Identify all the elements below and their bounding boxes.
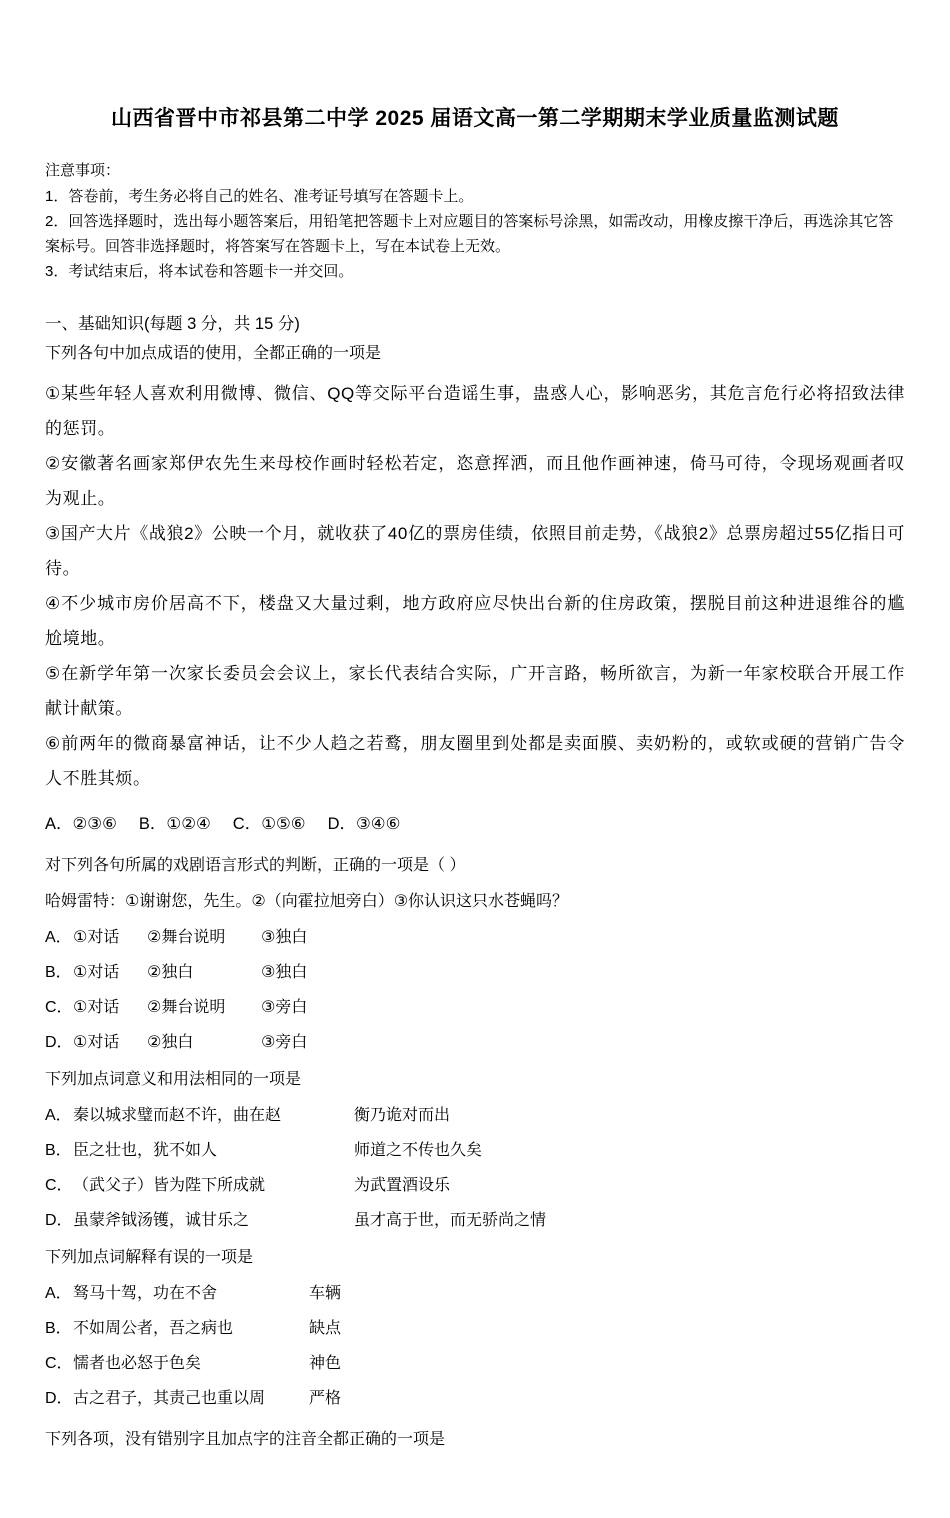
question-3-stem: 下列加点词意义和用法相同的一项是	[45, 1071, 302, 1089]
choice-b: B．①②④	[138, 815, 211, 834]
question-3-option-c	[45, 1174, 905, 1197]
option-label: C．	[45, 1177, 73, 1195]
option-col-2: ②独白	[147, 1034, 194, 1052]
option-left-text: 懦者也必怒于色矣	[73, 1355, 202, 1373]
question-1-items	[45, 376, 905, 796]
idiom-item-6: ⑥前两年的微商暴富神话，让不少人趋之若鹜，朋友圈里到处都是卖面膜、卖奶粉的，或软或硬的营销广告令人不胜其烦。	[45, 734, 905, 789]
option-label: A．	[45, 929, 72, 947]
option-col-3: ③旁白	[261, 999, 308, 1017]
notice-section	[45, 158, 905, 284]
question-2	[45, 854, 905, 1054]
option-right-text: 师道之不传也久矣	[354, 1142, 483, 1160]
idiom-item-1: ①某些年轻人喜欢利用微博、微信、QQ等交际平台造谣生事，蛊惑人心，影响恶劣，其危言危行必将招致法律的惩罚。	[45, 384, 905, 439]
option-left-text: 虽蒙斧钺汤镬，诚甘乐之	[73, 1212, 250, 1230]
option-col-2: ②独白	[147, 964, 194, 982]
question-1-stem: 下列各句中加点成语的使用，全都正确的一项是	[45, 345, 382, 363]
question-5-stem: 下列各项，没有错别字且加点字的注音全都正确的一项是	[45, 1431, 446, 1449]
question-3-option-b	[45, 1139, 905, 1162]
question-4-option-a	[45, 1282, 905, 1305]
option-left-text: 臣之壮也，犹不如人	[73, 1142, 218, 1160]
option-left-text: 秦以城求璧而赵不许，曲在赵	[73, 1107, 282, 1125]
choice-d: D．③④⑥	[327, 815, 401, 834]
question-4-stem: 下列加点词解释有误的一项是	[45, 1249, 254, 1267]
notice-item-1: 1．答卷前，考生务必将自己的姓名、准考证号填写在答题卡上。	[45, 188, 474, 206]
option-col-1: ①对话	[73, 1034, 120, 1052]
option-col-3: ③独白	[261, 964, 308, 982]
option-col-1: ①对话	[73, 964, 120, 982]
question-3-option-a	[45, 1104, 905, 1127]
idiom-item-3: ③国产大片《战狼2》公映一个月，就收获了40亿的票房佳绩，依照目前走势，《战狼2》总票房超过55亿指日可待。	[45, 524, 905, 579]
option-right-text: 虽才高于世，而无骄尚之情	[354, 1212, 547, 1230]
option-right-text: 为武置酒设乐	[354, 1177, 451, 1195]
option-label: B．	[45, 964, 72, 982]
option-label: C．	[45, 999, 73, 1017]
idiom-item-5: ⑤在新学年第一次家长委员会会议上，家长代表结合实际，广开言路，畅所欲言，为新一年家校联合开展工作献计献策。	[45, 664, 905, 719]
option-left-text: 古之君子，其责己也重以周	[73, 1390, 266, 1408]
option-left-text: （武父子）皆为陛下所成就	[73, 1177, 266, 1195]
option-left-text: 驽马十驾，功在不舍	[73, 1285, 218, 1303]
option-label: B．	[45, 1320, 72, 1338]
notice-item-3: 3．考试结束后，将本试卷和答题卡一并交回。	[45, 263, 354, 281]
option-gloss: 神色	[309, 1355, 342, 1373]
notice-heading: 注意事项：	[45, 162, 121, 180]
question-4-option-c	[45, 1352, 905, 1375]
notice-item-2: 2．回答选择题时，选出每小题答案后，用铅笔把答题卡上对应题目的答案标号涂黑，如需改动，用橡皮擦干净后，再选涂其它答案标号。回答非选择题时，将答案写在答题卡上，写在本试卷上无效。	[45, 213, 894, 256]
idiom-item-2: ②安徽著名画家郑伊农先生来母校作画时轻松若定，恣意挥洒，而且他作画神速，倚马可待，令现场观画者叹为观止。	[45, 454, 905, 509]
question-1-choices	[45, 812, 905, 836]
question-3-option-d	[45, 1209, 905, 1232]
question-4-option-b	[45, 1317, 905, 1340]
question-2-stem: 对下列各句所属的戏剧语言形式的判断，正确的一项是（ ）	[45, 857, 466, 875]
option-col-3: ③旁白	[261, 1034, 308, 1052]
option-label: C．	[45, 1355, 73, 1373]
choice-a: A．②③⑥	[45, 815, 117, 834]
question-5	[45, 1428, 905, 1452]
option-label: A．	[45, 1285, 72, 1303]
section-one-heading: 一、基础知识(每题 3 分，共 15 分)	[45, 315, 300, 334]
question-2-option-b	[45, 961, 905, 984]
option-col-3: ③独白	[261, 929, 308, 947]
option-label: D．	[45, 1034, 73, 1052]
question-2-context: 哈姆雷特：①谢谢您，先生。②（向霍拉旭旁白）③你认识这只水苍蝇吗？	[45, 893, 569, 911]
option-col-1: ①对话	[73, 929, 120, 947]
question-2-option-c	[45, 996, 905, 1019]
idiom-item-4: ④不少城市房价居高不下，楼盘又大量过剩，地方政府应尽快出台新的住房政策，摆脱目前这种进退维谷的尴尬境地。	[45, 594, 905, 649]
option-left-text: 不如周公者，吾之病也	[73, 1320, 234, 1338]
option-label: A．	[45, 1107, 72, 1125]
question-3	[45, 1068, 905, 1232]
option-label: D．	[45, 1212, 73, 1230]
option-gloss: 车辆	[309, 1285, 342, 1303]
option-gloss: 严格	[309, 1390, 342, 1408]
question-4-option-d	[45, 1387, 905, 1410]
option-label: B．	[45, 1142, 72, 1160]
question-1	[45, 342, 905, 836]
option-col-2: ②舞台说明	[147, 999, 226, 1017]
option-col-1: ①对话	[73, 999, 120, 1017]
question-4	[45, 1246, 905, 1410]
question-2-option-d	[45, 1031, 905, 1054]
option-gloss: 缺点	[309, 1320, 342, 1338]
page-title: 山西省晋中市祁县第二中学 2025 届语文高一第二学期期末学业质量监测试题	[111, 107, 839, 130]
option-right-text: 衡乃诡对而出	[354, 1107, 451, 1125]
option-label: D．	[45, 1390, 73, 1408]
option-col-2: ②舞台说明	[147, 929, 226, 947]
question-2-option-a	[45, 926, 905, 949]
choice-c: C．①⑤⑥	[232, 815, 306, 834]
